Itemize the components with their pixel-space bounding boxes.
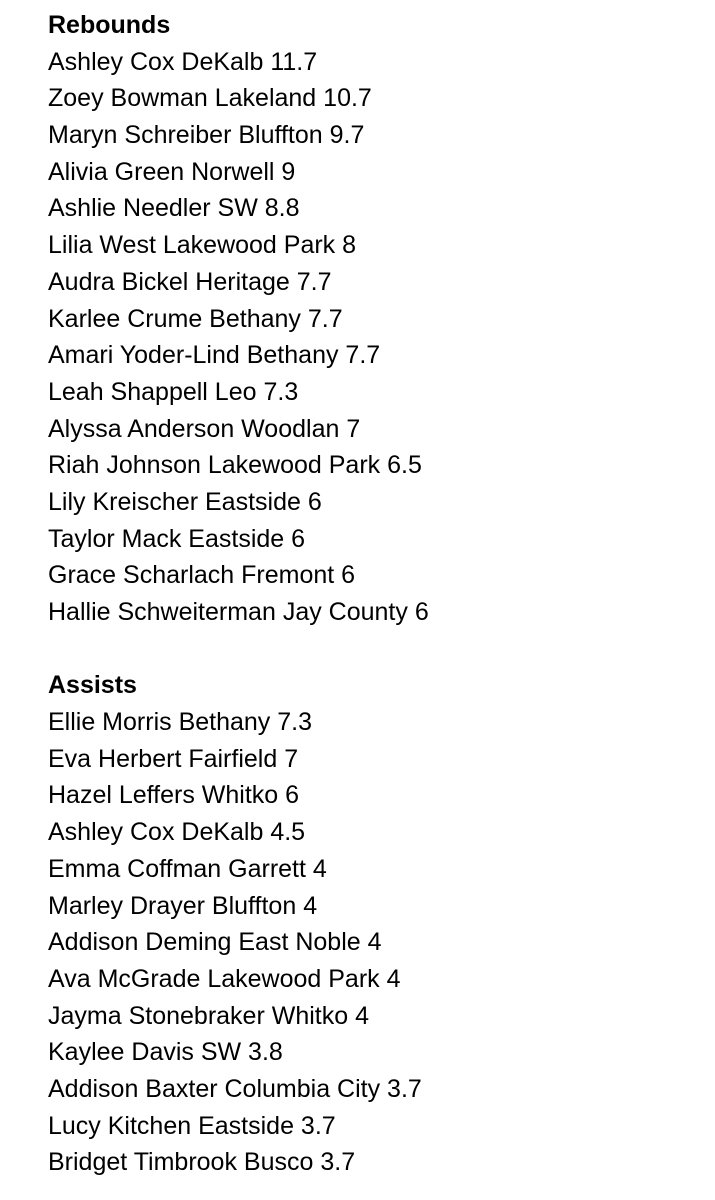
rebounds-row: Alivia Green Norwell 9 xyxy=(48,157,296,186)
assists-row: Kaylee Davis SW 3.8 xyxy=(48,1038,283,1067)
rebounds-row: Grace Scharlach Fremont 6 xyxy=(48,561,356,590)
assists-row: Jayma Stonebraker Whitko 4 xyxy=(48,1001,369,1030)
rebounds-row: Maryn Schreiber Bluffton 9.7 xyxy=(48,121,365,150)
assists-row: Emma Coffman Garrett 4 xyxy=(48,854,327,883)
assists-row: Addison Deming East Noble 4 xyxy=(48,928,382,957)
rebounds-row: Taylor Mack Eastside 6 xyxy=(48,524,306,553)
rebounds-row: Alyssa Anderson Woodlan 7 xyxy=(48,414,361,443)
rebounds-row: Ashlie Needler SW 8.8 xyxy=(48,194,300,223)
assists-row: Hazel Leffers Whitko 6 xyxy=(48,781,300,810)
rebounds-row: Lily Kreischer Eastside 6 xyxy=(48,487,322,516)
rebounds-row: Leah Shappell Leo 7.3 xyxy=(48,377,299,406)
assists-heading: Assists xyxy=(48,671,137,700)
assists-row: Ava McGrade Lakewood Park 4 xyxy=(48,964,401,993)
assists-row: Eva Herbert Fairfield 7 xyxy=(48,744,299,773)
rebounds-row: Lilia West Lakewood Park 8 xyxy=(48,231,357,260)
rebounds-heading: Rebounds xyxy=(48,11,171,39)
assists-row: Ashley Cox DeKalb 4.5 xyxy=(48,818,306,847)
assists-row: Addison Baxter Columbia City 3.7 xyxy=(48,1074,422,1103)
assists-row: Lucy Kitchen Eastside 3.7 xyxy=(48,1111,336,1140)
assists-list xyxy=(48,704,715,1181)
rebounds-row: Amari Yoder-Lind Bethany 7.7 xyxy=(48,341,381,370)
assists-row: Ellie Morris Bethany 7.3 xyxy=(48,708,313,737)
rebounds-row: Hallie Schweiterman Jay County 6 xyxy=(48,598,429,626)
rebounds-row: Riah Johnson Lakewood Park 6.5 xyxy=(48,451,422,480)
rebounds-row: Zoey Bowman Lakeland 10.7 xyxy=(48,84,372,113)
assists-section xyxy=(48,667,715,1181)
rebounds-section xyxy=(48,7,715,631)
rebounds-list xyxy=(48,44,715,631)
assists-row: Bridget Timbrook Busco 3.7 xyxy=(48,1148,356,1177)
rebounds-row: Karlee Crume Bethany 7.7 xyxy=(48,304,343,333)
rebounds-row: Audra Bickel Heritage 7.7 xyxy=(48,267,332,296)
rebounds-row: Ashley Cox DeKalb 11.7 xyxy=(48,47,318,76)
assists-row: Marley Drayer Bluffton 4 xyxy=(48,891,318,920)
